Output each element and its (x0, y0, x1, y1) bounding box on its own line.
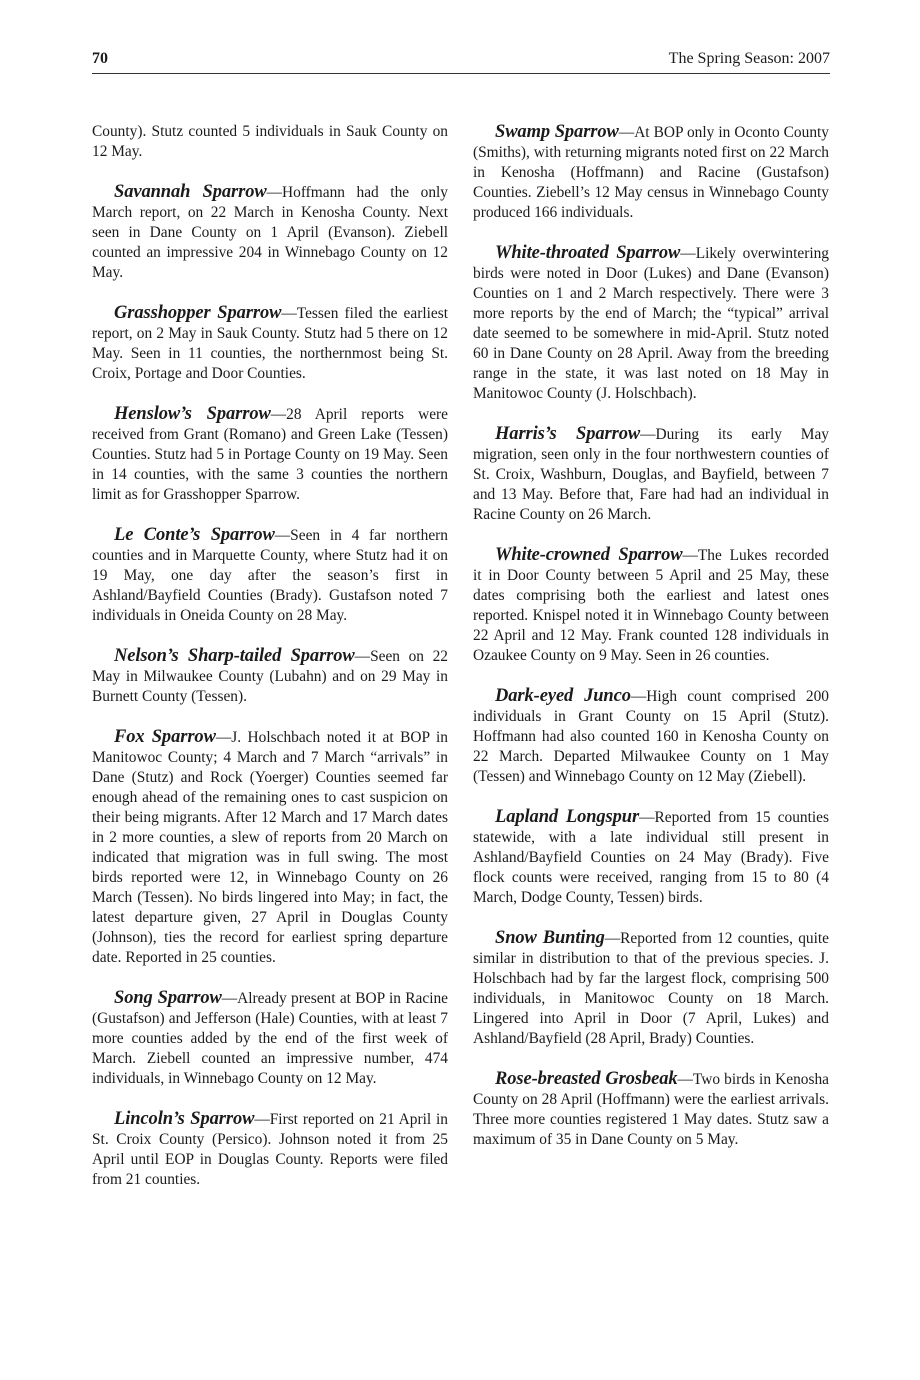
species-name: Dark-eyed Junco (495, 686, 631, 706)
species-name: Grasshopper Sparrow (114, 303, 282, 323)
species-name: Lapland Longspur (495, 807, 640, 827)
species-name: Snow Bunting (495, 928, 605, 948)
species-entry: Lincoln’s Sparrow—First reported on 21 April in St. Croix County (Persico). Johnson noted it from 25 April until EOP in Douglas County. Reports were filed from 21 counties. (92, 1109, 448, 1188)
species-entry: Henslow’s Sparrow—28 April reports were received from Grant (Romano) and Green Lake (Tessen) Counties. Stutz had 5 in Portage County on 19 May. Seen in 14 counties, with the same 3 counties the northern limit as for Grasshopper Sparrow. (92, 404, 448, 503)
species-text: Likely overwintering birds were noted in Door (Lukes) and Dane (Evanson) Counties on 1 and 2 March respectively. There were 3 more reports by the end of March; the “typical” arrival date seemed to be somewhere in mid-April. Stutz noted 60 in Dane County on 28 April. Away from the breeding range in the state, it was last noted on 18 May in Manitowoc County (J. Holschbach). (473, 245, 830, 402)
left-column (92, 122, 448, 1210)
species-text: During its early May migration, seen only in the four northwestern counties of St. Croix, Washburn, Douglas, and Bayfield, between 7 and 13 May. Before that, Fare had had an individual in Racine County on 26 March. (473, 426, 830, 523)
header-rule (92, 73, 830, 74)
species-name: Nelson’s Sharp-tailed Sparrow (114, 646, 355, 666)
species-name: Le Conte’s Sparrow (114, 525, 275, 545)
species-name: Henslow’s Sparrow (114, 404, 271, 424)
right-column (473, 122, 829, 1170)
species-text: J. Holschbach noted it at BOP in Manitowoc County; 4 March and 7 March “arrivals” in Dane (Stutz) and Rock (Yoerger) Counties seemed far enough ahead of the remaining ones to cast suspicion on their being migrants. After 12 March and 17 March dates in 2 more counties, a slew of reports from 20 March on indicated that migration was in full swing. The most birds reported were 12, in Winnebago County on 26 March (Tessen). No birds lingered into May; in fact, the latest departure given, 27 April in Douglas County (Johnson), ties the record for earliest spring departure date. Reported in 25 counties. (92, 729, 448, 966)
species-text: Seen in 4 far northern counties and in Marquette County, where Stutz had it on 19 May, one day after the season’s first in Ashland/Bayfield Counties (Brady). Gustafson noted 7 individuals in Oneida County on 28 May. (92, 527, 448, 624)
species-name: Savannah Sparrow (114, 182, 267, 202)
species-entry: Rose-breasted Grosbeak—Two birds in Kenosha County on 28 April (Hoffmann) were the earliest arrivals. Three more counties registered 1 May dates. Stutz saw a maximum of 35 in Dane County on 5 May. (473, 1069, 829, 1148)
species-entry: Dark-eyed Junco—High count comprised 200 individuals in Grant County on 15 April (Stutz). Hoffmann had also counted 160 in Kenosha County on 22 March. Departed Milwaukee County on 1 May (Tessen) and Winnebago County on 12 May (Ziebell). (473, 686, 829, 785)
page-number: 70 (92, 50, 108, 67)
continuation-paragraph: County). Stutz counted 5 individuals in Sauk County on 12 May. (92, 123, 448, 160)
species-text: The Lukes recorded it in Door County between 5 April and 25 May, these dates comprising both the earliest and latest ones reported. Knispel noted it in Winnebago County between 22 April and 12 May. Frank counted 128 individuals in Ozaukee County on 9 May. Seen in 26 counties. (473, 547, 829, 664)
running-title: The Spring Season: 2007 (668, 50, 830, 67)
species-entry: Le Conte’s Sparrow—Seen in 4 far northern counties and in Marquette County, where Stutz had it on 19 May, one day after the season’s first in Ashland/Bayfield Counties (Brady). Gustafson noted 7 individuals in Oneida County on 28 May. (92, 525, 448, 624)
species-text: Tessen filed the earliest report, on 2 May in Sauk County. Stutz had 5 there on 12 May. Seen in 11 counties, the northernmost being St. Croix, Portage and Door Counties. (92, 305, 448, 382)
species-name: Fox Sparrow (114, 727, 216, 747)
species-text: Reported from 12 counties, quite similar in distribution to that of the previous species. J. Holschbach had by far the largest flock, comprising 500 individuals, in Manitowoc County on 18 March. Lingered into April in Door (7 April, Lukes) and Ashland/Bayfield (28 April, Brady) Counties. (473, 930, 829, 1047)
species-entry: Swamp Sparrow—At BOP only in Oconto County (Smiths), with returning migrants noted first on 22 March in Kenosha (Hoffmann) and Racine (Gustafson) Counties. Ziebell’s 12 May census in Winnebago County produced 166 individuals. (473, 122, 829, 221)
species-name: Song Sparrow (114, 988, 222, 1008)
species-name: White-throated Sparrow (495, 243, 681, 263)
species-text: Reported from 15 counties statewide, with a late individual still present in Ashland/Bayfield Counties on 24 May (Brady). Five flock counts were received, ranging from 15 to 80 (4 March, Dodge County, Tessen) birds. (473, 809, 829, 906)
species-entry: Lapland Longspur—Reported from 15 counties statewide, with a late individual still present in Ashland/Bayfield Counties on 24 May (Brady). Five flock counts were received, ranging from 15 to 80 (4 March, Dodge County, Tessen) birds. (473, 807, 829, 906)
species-name: Lincoln’s Sparrow (114, 1109, 255, 1129)
species-text: First reported on 21 April in St. Croix County (Persico). Johnson noted it from 25 April until EOP in Douglas County. Reports were filed from 21 counties. (92, 1111, 448, 1188)
species-text: Hoffmann had the only March report, on 22 March in Kenosha County. Next seen in Dane County on 1 April (Evanson). Ziebell counted an impressive 204 in Winnebago County on 12 May. (92, 184, 449, 281)
species-entry: Harris’s Sparrow—During its early May migration, seen only in the four northwestern counties of St. Croix, Washburn, Douglas, and Bayfield, between 7 and 13 May. Before that, Fare had had an individual in Racine County on 26 March. (473, 424, 830, 523)
species-entry: Snow Bunting—Reported from 12 counties, quite similar in distribution to that of the previous species. J. Holschbach had by far the largest flock, comprising 500 individuals, in Manitowoc County on 18 March. Lingered into April in Door (7 April, Lukes) and Ashland/Bayfield (28 April, Brady) Counties. (473, 928, 829, 1047)
species-text: High count comprised 200 individuals in Grant County on 15 April (Stutz). Hoffmann had also counted 160 in Kenosha County on 22 March. Departed Milwaukee County on 1 May (Tessen) and Winnebago County on 12 May (Ziebell). (473, 688, 829, 785)
species-entry: White-crowned Sparrow—The Lukes recorded it in Door County between 5 April and 25 May, these dates comprising both the earliest and latest ones reported. Knispel noted it in Winnebago County between 22 April and 12 May. Frank counted 128 individuals in Ozaukee County on 9 May. Seen in 26 counties. (473, 545, 829, 664)
species-entry: Grasshopper Sparrow—Tessen filed the earliest report, on 2 May in Sauk County. Stutz had 5 there on 12 May. Seen in 11 counties, the northernmost being St. Croix, Portage and Door Counties. (92, 303, 448, 382)
species-name: White-crowned Sparrow (495, 545, 683, 565)
species-entry: White-throated Sparrow—Likely overwintering birds were noted in Door (Lukes) and Dane (Evanson) Counties on 1 and 2 March respectively. There were 3 more reports by the end of March; the “typical” arrival date seemed to be somewhere in mid-April. Stutz noted 60 in Dane County on 28 April. Away from the breeding range in the state, it was last noted on 18 May in Manitowoc County (J. Holschbach). (473, 243, 830, 402)
species-text: 28 April reports were received from Grant (Romano) and Green Lake (Tessen) Counties. Stutz had 5 in Portage County on 19 May. Seen in 14 counties, with the same 3 counties the northern limit as for Grasshopper Sparrow. (92, 406, 448, 503)
species-name: Rose-breasted Grosbeak (495, 1069, 678, 1089)
species-entry: Fox Sparrow—J. Holschbach noted it at BOP in Manitowoc County; 4 March and 7 March “arrivals” in Dane (Stutz) and Rock (Yoerger) Counties seemed far enough ahead of the remaining ones to cast suspicion on their being migrants. After 12 March and 17 March dates in 2 more counties, a slew of reports from 20 March on indicated that migration was in full swing. The most birds reported were 12, in Winnebago County on 26 March (Tessen). No birds lingered into May; in fact, the latest departure given, 27 April in Douglas County (Johnson), ties the record for earliest spring departure date. Reported in 25 counties. (92, 727, 448, 966)
page-header (92, 50, 830, 72)
species-entry: Savannah Sparrow—Hoffmann had the only March report, on 22 March in Kenosha County. Next seen in Dane County on 1 April (Evanson). Ziebell counted an impressive 204 in Winnebago County on 12 May. (92, 182, 449, 281)
species-entry: Nelson’s Sharp-tailed Sparrow—Seen on 22 May in Milwaukee County (Lubahn) and on 29 May in Burnett County (Tessen). (92, 646, 448, 705)
species-text: Seen on 22 May in Milwaukee County (Lubahn) and on 29 May in Burnett County (Tessen). (92, 648, 448, 705)
species-entry: Song Sparrow—Already present at BOP in Racine (Gustafson) and Jefferson (Hale) Counties, with at least 7 more counties added by the end of the first week of March. Ziebell counted an impressive number, 474 individuals, in Winnebago County on 12 May. (92, 988, 448, 1087)
species-name: Swamp Sparrow (495, 122, 619, 142)
species-name: Harris’s Sparrow (495, 424, 641, 444)
species-text: Two birds in Kenosha County on 28 April (Hoffmann) were the earliest arrivals. Three more counties registered 1 May dates. Stutz saw a maximum of 35 in Dane County on 5 May. (473, 1071, 829, 1148)
species-text: Already present at BOP in Racine (Gustafson) and Jefferson (Hale) Counties, with at least 7 more counties added by the end of the first week of March. Ziebell counted an impressive number, 474 individuals, in Winnebago County on 12 May. (92, 990, 448, 1087)
species-text: At BOP only in Oconto County (Smiths), with returning migrants noted first on 22 March in Kenosha (Hoffmann) and Racine (Gustafson) Counties. Ziebell’s 12 May census in Winnebago County produced 166 individuals. (473, 124, 829, 221)
